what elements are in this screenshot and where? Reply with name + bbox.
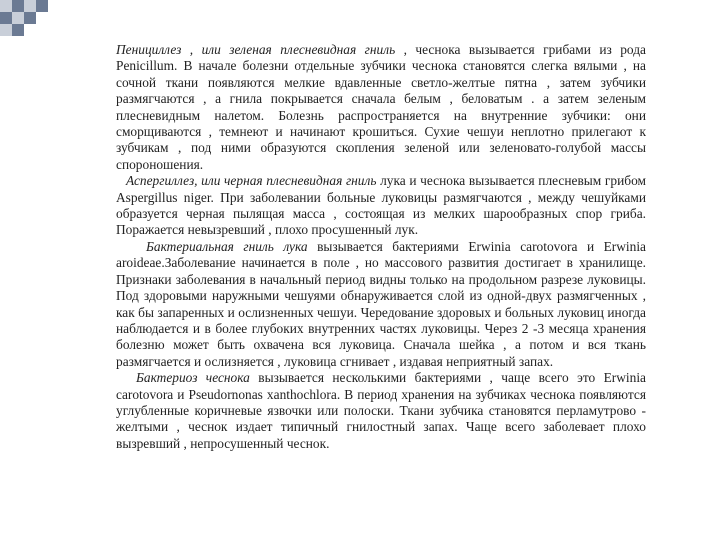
paragraph-penicillosis-text: , чеснока вызывается грибами из рода Penicillum. В начале болезни отдельные зубчики чеснока становятся слегка вялыми , на сочной ткани появляются мелкие вдавленные светло-желтые пятна , затем зубчики размягчаются , а гнила покрывается сначала белым , беловатым . а затем зеленым плесневидным налетом. Болезнь распространяется на внутренние зубчики: они сморщиваются , темнеют и начинают крошиться. Сухие чешуи неплотно прилегают к зубчикам , под ними образуются скопления зеленой или зеленовато-голубой массы спороношения. <box>116 42 646 172</box>
paragraph-bacteriosis <box>116 370 646 452</box>
paragraph-aspergillosis-text: лука и чеснока вызывается плесневым грибом Aspergillus niger. При заболевании больные луковицы размягчаются , между чешуйками образуется черная пылящая масса , состоящая из мелких шарообразных спор гриба. Поражается невызревший , плохо просушенный лук. <box>116 173 646 238</box>
term-bacterial-rot: Бактериальная гниль лука <box>146 238 308 254</box>
decorative-checker-pattern <box>0 0 60 40</box>
paragraph-aspergillosis <box>116 173 646 239</box>
paragraph-bacteriosis-text: вызывается несколькими бактериями , чаще всего это Erwinia carotovora и Pseudornonas xanthochlora. В период хранения на зубчиках чеснока появляются углубленные коричневые язвочки или полоски. Ткани зубчика становятся перламутрово - желтыми , чеснок издает типичный гнилостный запах. Чаще всего заболевает плохо вызревший , непросушенный чеснок. <box>116 370 646 451</box>
document-body <box>116 42 646 452</box>
term-aspergillosis: Аспергиллез, или черная плесневидная гниль <box>126 173 377 189</box>
term-penicillosis: Пенициллез , или зеленая плесневидная гниль <box>116 42 396 57</box>
paragraph-bacterial-rot <box>116 239 646 370</box>
paragraph-bacterial-rot-text: вызывается бактериями Erwinia carotovora и Erwinia aroideae.Заболевание начинается в поле , но массового развития достигает в хранилище. Признаки заболевания в начальный период видны только на продольном разрезе луковицы. Под здоровыми наружными чешуями обнаруживается слой из одной-двух размягченных , как бы запаренных и ослизненных чешуи. Чередование здоровых и больных луковиц иногда наблюдается и в более глубоких внутренних частях луковицы. Через 2 -3 месяца хранения болезню может быть охвачена вся луковица. Сначала шейка , а потом и вся ткань размягчается и ослизняется , луковица сгнивает , издавая неприятный запах. <box>116 238 646 369</box>
paragraph-penicillosis <box>116 42 646 173</box>
term-bacteriosis: Бактериоз чеснока <box>136 370 250 386</box>
